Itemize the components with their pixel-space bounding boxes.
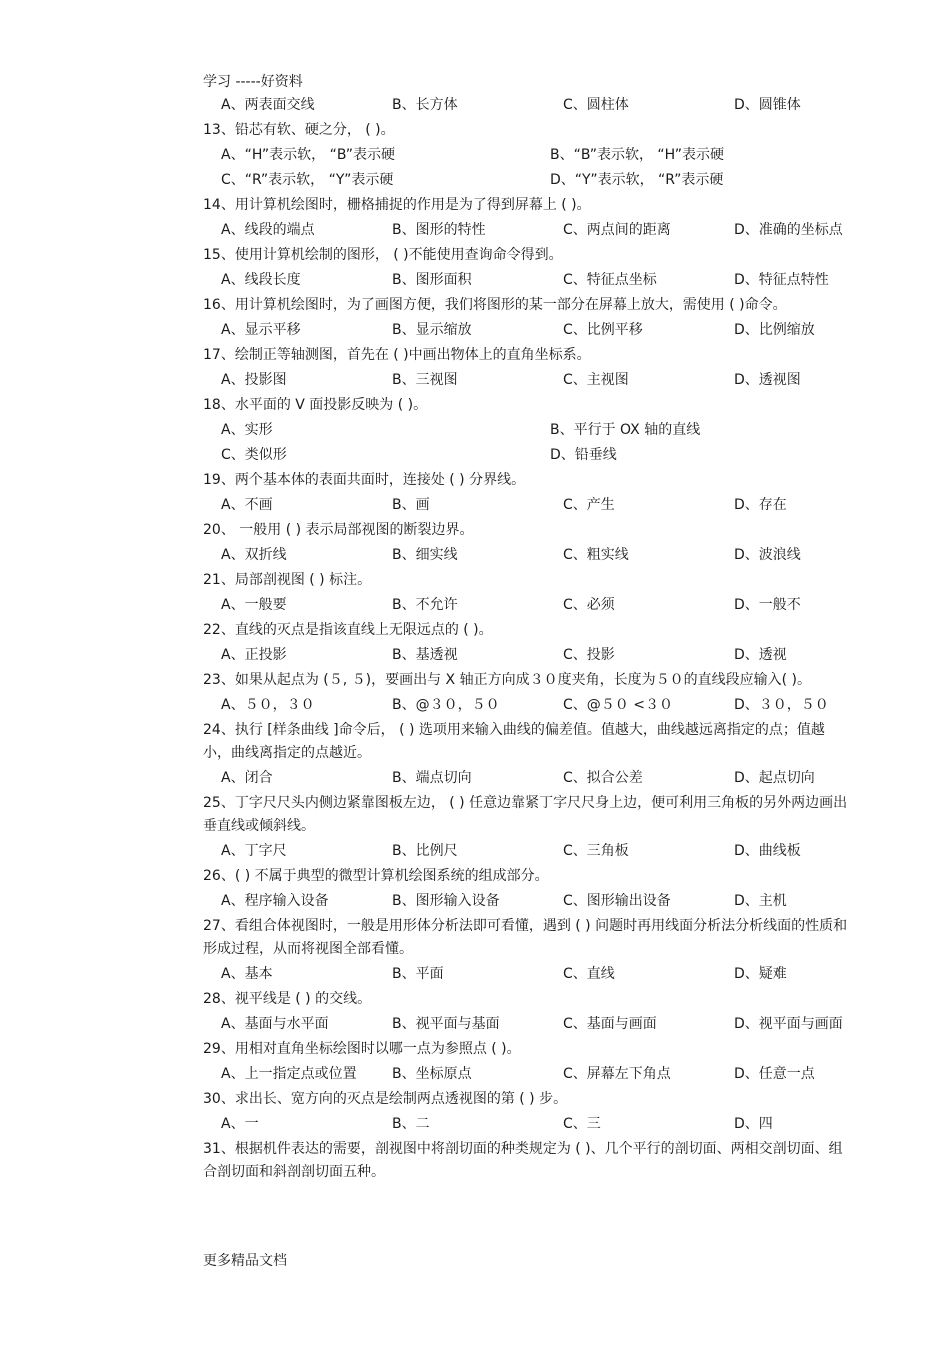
answer-option: B、图形输入设备 xyxy=(392,893,500,909)
answer-option: A、“H”表示软， “B”表示硬 xyxy=(221,147,395,163)
option-row xyxy=(203,1012,863,1037)
question-text: 24、执行 [样条曲线 ]命令后， ( ) 选项用来输入曲线的偏差值。值越大，曲线越远离指定的点；值越小，曲线离指定的点越近。 xyxy=(203,722,825,761)
answer-option: B、细实线 xyxy=(392,547,458,563)
answer-option: A、基本 xyxy=(221,966,273,982)
answer-option: C、特征点坐标 xyxy=(563,272,657,288)
answer-option: D、一般不 xyxy=(734,597,801,613)
answer-option: A、线段长度 xyxy=(221,272,301,288)
answer-option: C、类似形 xyxy=(221,447,287,463)
answer-option: C、产生 xyxy=(563,497,615,513)
answer-option: C、屏幕左下角点 xyxy=(563,1066,671,1082)
question-text: 16、用计算机绘图时，为了画图方便，我们将图形的某一部分在屏幕上放大，需使用 ( )命令。 xyxy=(203,297,787,313)
answer-option: C、粗实线 xyxy=(563,547,629,563)
answer-option: A、双折线 xyxy=(221,547,287,563)
answer-option: D、四 xyxy=(734,1116,773,1132)
option-row xyxy=(203,318,863,343)
page-footer: 更多精品文档 xyxy=(203,1253,287,1269)
answer-option: C、三 xyxy=(563,1116,601,1132)
answer-option: B、@３０，５０ xyxy=(392,697,500,713)
option-row xyxy=(203,1112,863,1137)
answer-option: D、主机 xyxy=(734,893,787,909)
answer-option: A、５０，３０ xyxy=(221,697,315,713)
answer-option: B、三视图 xyxy=(392,372,458,388)
answer-option: D、特征点特性 xyxy=(734,272,829,288)
answer-option: B、平面 xyxy=(392,966,444,982)
answer-option: A、正投影 xyxy=(221,647,287,663)
answer-option: D、视平面与画面 xyxy=(734,1016,843,1032)
answer-option: D、任意一点 xyxy=(734,1066,815,1082)
answer-option: C、直线 xyxy=(563,966,615,982)
question-list xyxy=(203,93,863,1185)
question-text: 29、用相对直角坐标绘图时以哪一点为参照点 ( )。 xyxy=(203,1041,521,1057)
question-text: 30、求出长、宽方向的灭点是绘制两点透视图的第 ( ) 步。 xyxy=(203,1091,568,1107)
answer-option: B、二 xyxy=(392,1116,430,1132)
question-text: 23、如果从起点为 (５, ５)，要画出与 X 轴正方向成３０度夹角，长度为５０的直线段应输入( )。 xyxy=(203,672,811,688)
answer-option: B、图形的特性 xyxy=(392,222,486,238)
question-text: 19、两个基本体的表面共面时，连接处 ( ) 分界线。 xyxy=(203,472,526,488)
answer-option: D、透视图 xyxy=(734,372,801,388)
answer-option: B、坐标原点 xyxy=(392,1066,472,1082)
answer-option: D、准确的坐标点 xyxy=(734,222,843,238)
answer-option: B、长方体 xyxy=(392,97,458,113)
question-text: 21、局部剖视图 ( ) 标注。 xyxy=(203,572,372,588)
option-row xyxy=(203,543,863,568)
answer-option: C、@５０ <３０ xyxy=(563,697,673,713)
answer-option: B、比例尺 xyxy=(392,843,458,859)
question-text: 17、绘制正等轴测图，首先在 ( )中画出物体上的直角坐标系。 xyxy=(203,347,591,363)
option-row xyxy=(203,368,863,393)
answer-option: C、比例平移 xyxy=(563,322,643,338)
answer-option: B、视平面与基面 xyxy=(392,1016,500,1032)
option-row xyxy=(203,643,863,668)
option-row xyxy=(203,443,863,468)
option-row xyxy=(203,168,863,193)
answer-option: D、铅垂线 xyxy=(550,447,617,463)
answer-option: A、显示平移 xyxy=(221,322,301,338)
question-text: 15、使用计算机绘制的图形， ( )不能使用查询命令得到。 xyxy=(203,247,563,263)
answer-option: C、投影 xyxy=(563,647,615,663)
answer-option: C、三角板 xyxy=(563,843,629,859)
option-row xyxy=(203,889,863,914)
answer-option: D、存在 xyxy=(734,497,787,513)
option-row xyxy=(203,766,863,791)
answer-option: D、比例缩放 xyxy=(734,322,815,338)
answer-option: B、画 xyxy=(392,497,430,513)
answer-option: C、圆柱体 xyxy=(563,97,629,113)
answer-option: D、“Y”表示软， “R”表示硬 xyxy=(550,172,724,188)
option-row xyxy=(203,693,863,718)
option-row xyxy=(203,593,863,618)
answer-option: B、基透视 xyxy=(392,647,458,663)
answer-option: D、圆锥体 xyxy=(734,97,801,113)
option-row xyxy=(203,418,863,443)
answer-option: A、一般要 xyxy=(221,597,287,613)
answer-option: B、图形面积 xyxy=(392,272,472,288)
option-row xyxy=(203,839,863,864)
answer-option: B、平行于 OX 轴的直线 xyxy=(550,422,701,438)
answer-option: D、透视 xyxy=(734,647,787,663)
answer-option: D、波浪线 xyxy=(734,547,801,563)
question-text: 20、 一般用 ( ) 表示局部视图的断裂边界。 xyxy=(203,522,474,538)
question-text: 25、丁字尺尺头内侧边紧靠图板左边， ( ) 任意边靠紧丁字尺尺身上边，便可利用三角板的另外两边画出垂直线或倾斜线。 xyxy=(203,795,848,834)
answer-option: A、实形 xyxy=(221,422,273,438)
answer-option: A、不画 xyxy=(221,497,273,513)
answer-option: A、线段的端点 xyxy=(221,222,315,238)
answer-option: D、疑难 xyxy=(734,966,787,982)
question-text: 31、根据机件表达的需要，剖视图中将剖切面的种类规定为 ( )、几个平行的剖切面、两相交剖切面、组合剖切面和斜剖剖切面五种。 xyxy=(203,1141,843,1180)
question-text: 27、看组合体视图时，一般是用形体分析法即可看懂，遇到 ( ) 问题时再用线面分析法分析线面的性质和形成过程，从而将视图全部看懂。 xyxy=(203,918,848,957)
answer-option: A、投影图 xyxy=(221,372,287,388)
answer-option: A、一 xyxy=(221,1116,259,1132)
option-row xyxy=(203,268,863,293)
answer-option: A、上一指定点或位置 xyxy=(221,1066,357,1082)
question-text: 28、视平线是 ( ) 的交线。 xyxy=(203,991,372,1007)
answer-option: C、基面与画面 xyxy=(563,1016,657,1032)
answer-option: A、基面与水平面 xyxy=(221,1016,329,1032)
option-row xyxy=(203,962,863,987)
question-text: 26、( ) 不属于典型的微型计算机绘图系统的组成部分。 xyxy=(203,868,549,884)
answer-option: C、图形输出设备 xyxy=(563,893,671,909)
page-header: 学习 -----好资料 xyxy=(203,74,303,90)
question-text: 18、水平面的 V 面投影反映为 ( )。 xyxy=(203,397,428,413)
option-row xyxy=(203,493,863,518)
answer-option: D、曲线板 xyxy=(734,843,801,859)
option-row xyxy=(203,143,863,168)
answer-option: B、“B”表示软， “H”表示硬 xyxy=(550,147,725,163)
answer-option: C、主视图 xyxy=(563,372,629,388)
answer-option: A、闭合 xyxy=(221,770,273,786)
answer-option: C、必须 xyxy=(563,597,615,613)
option-row xyxy=(203,1062,863,1087)
question-text: 22、直线的灭点是指该直线上无限远点的 ( )。 xyxy=(203,622,493,638)
answer-option: C、“R”表示软， “Y”表示硬 xyxy=(221,172,394,188)
question-text: 13、铅芯有软、硬之分， ( )。 xyxy=(203,122,395,138)
option-row xyxy=(203,218,863,243)
answer-option: A、两表面交线 xyxy=(221,97,315,113)
answer-option: A、程序输入设备 xyxy=(221,893,329,909)
answer-option: C、拟合公差 xyxy=(563,770,643,786)
option-row xyxy=(203,93,863,118)
answer-option: A、丁字尺 xyxy=(221,843,287,859)
answer-option: B、端点切向 xyxy=(392,770,472,786)
answer-option: D、起点切向 xyxy=(734,770,815,786)
answer-option: B、显示缩放 xyxy=(392,322,472,338)
answer-option: C、两点间的距离 xyxy=(563,222,671,238)
question-text: 14、用计算机绘图时，栅格捕捉的作用是为了得到屏幕上 ( )。 xyxy=(203,197,591,213)
answer-option: B、不允许 xyxy=(392,597,458,613)
answer-option: D、３０，５０ xyxy=(734,697,829,713)
